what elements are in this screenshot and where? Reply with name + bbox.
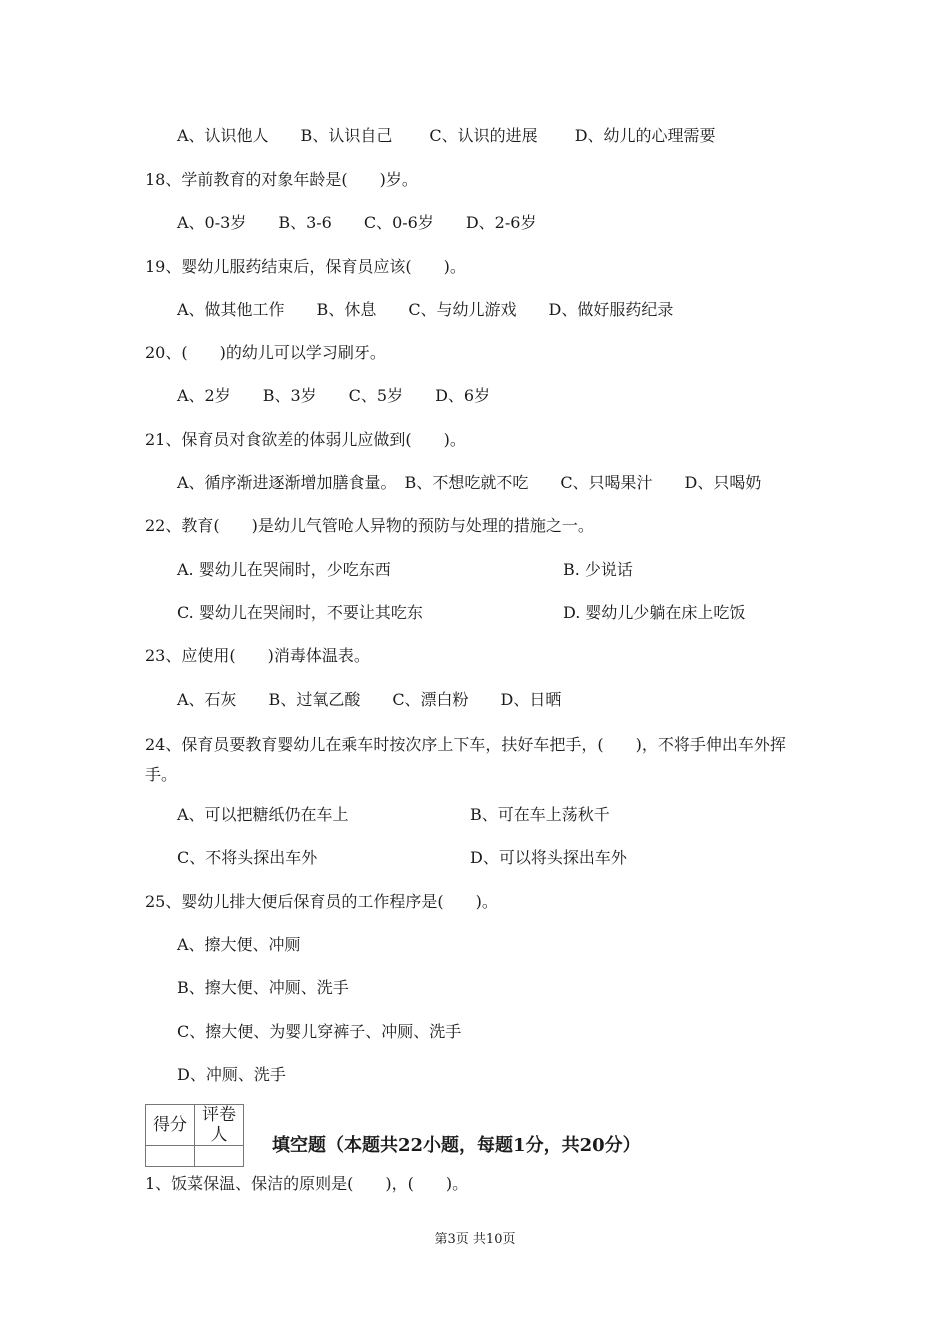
- question-25: 25、婴幼儿排大便后保育员的工作程序是( )。: [145, 892, 498, 911]
- q22-option-d: D. 婴幼儿少躺在床上吃饭: [563, 603, 746, 622]
- q25-option-a: A、擦大便、冲厕: [177, 935, 301, 954]
- score-label: 得分: [146, 1105, 195, 1146]
- question-21: 21、保育员对食欲差的体弱儿应做到( )。: [145, 430, 466, 449]
- q25-option-b: B、擦大便、冲厕、洗手: [177, 978, 349, 997]
- question-19: 19、婴幼儿服药结束后，保育员应该( )。: [145, 257, 466, 276]
- q25-option-d: D、冲厕、洗手: [177, 1065, 286, 1084]
- q22-option-a: A. 婴幼儿在哭闹时，少吃东西: [177, 560, 391, 579]
- grader-label: 评卷人: [195, 1105, 244, 1146]
- q20-options: A、2岁 B、3岁 C、5岁 D、6岁: [177, 386, 491, 405]
- q24-option-c: C、不将头探出车外: [177, 848, 318, 867]
- q24-option-b: B、可在车上荡秋千: [470, 805, 610, 824]
- score-box: [145, 1104, 244, 1167]
- question-22: 22、教育( )是幼儿气管呛人异物的预防与处理的措施之一。: [145, 516, 594, 535]
- q17-options: A、认识他人 B、认识自己 C、认识的进展 D、幼儿的心理需要: [177, 126, 716, 145]
- q18-options: A、0-3岁 B、3-6 C、0-6岁 D、2-6岁: [177, 213, 537, 232]
- fill-question-1: 1、饭菜保温、保洁的原则是( )，( )。: [145, 1174, 469, 1193]
- score-cell: [146, 1146, 195, 1167]
- q24-option-a: A、可以把糖纸仍在车上: [177, 805, 349, 824]
- q19-options: A、做其他工作 B、休息 C、与幼儿游戏 D、做好服药纪录: [177, 300, 674, 319]
- q23-options: A、石灰 B、过氧乙酸 C、漂白粉 D、日晒: [177, 690, 562, 709]
- section-title: 填空题（本题共22小题，每题1分，共20分）: [272, 1135, 641, 1156]
- q22-option-b: B. 少说话: [563, 560, 633, 579]
- question-24: 24、保育员要教育婴幼儿在乘车时按次序上下车，扶好车把手，( )，不将手伸出车外挥手。: [145, 735, 786, 784]
- grader-cell: [195, 1146, 244, 1167]
- question-23: 23、应使用( )消毒体温表。: [145, 646, 370, 665]
- q24-option-d: D、可以将头探出车外: [470, 848, 627, 867]
- page-footer: 第3页 共10页: [434, 1232, 516, 1247]
- question-20: 20、( )的幼儿可以学习刷牙。: [145, 343, 386, 362]
- question-18: 18、学前教育的对象年龄是( )岁。: [145, 170, 418, 189]
- q21-options: A、循序渐进逐渐增加膳食量。 B、不想吃就不吃 C、只喝果汁 D、只喝奶: [177, 473, 762, 492]
- q25-option-c: C、擦大便、为婴儿穿裤子、冲厕、洗手: [177, 1022, 462, 1041]
- q22-option-c: C. 婴幼儿在哭闹时，不要让其吃东: [177, 603, 423, 622]
